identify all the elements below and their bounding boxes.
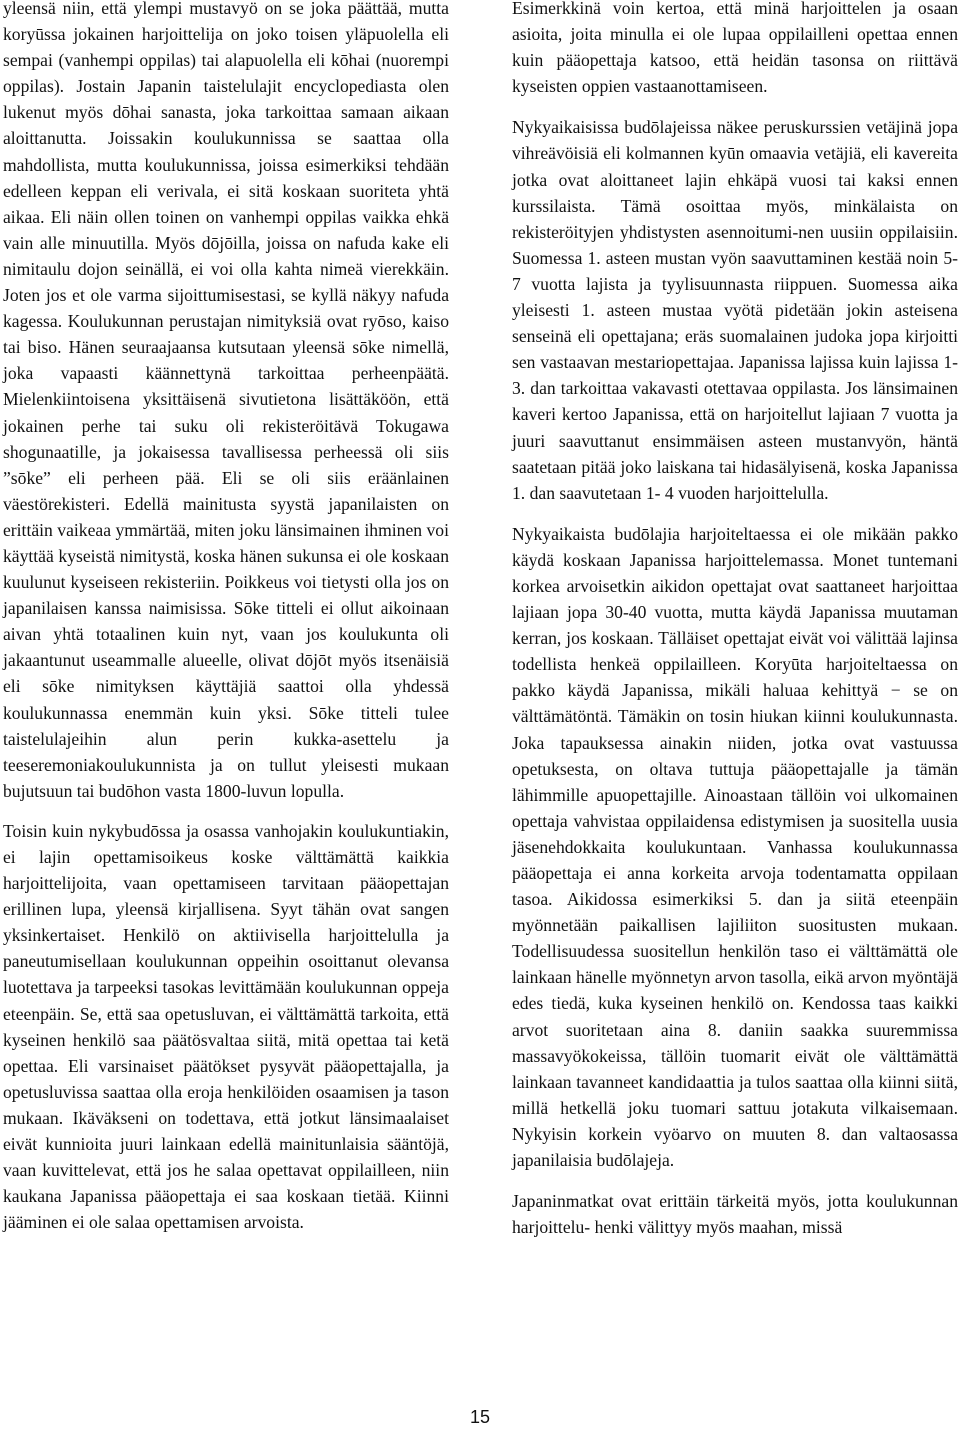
page-number: 15 (469, 1407, 491, 1427)
left-column (3, 0, 449, 1235)
body-paragraph: yleensä niin, että ylempi mustavyö on se joka päättää, mutta koryūssa jokainen harjoittelija on joko toisen yläpuolella eli sempai (vanhempi oppilas) tai alapuolella eli kōhai (nuorempi oppilas). Jostain Japanin taistelulajit encyclopediasta olen lukenut myös dōhai sanasta, joka tarkoittaa samaan aikaan aloittanutta. Joissakin koulukunnissa se saattaa olla mahdollista, mutta koulukunnissa, joissa esimerkiksi tehdään edelleen keppan eli verivala, ei sitä koskaan suoriteta yhtä aikaa. Eli näin ollen toinen on vanhempi oppilas vaikka ehkä vain alle minuutilla. Myös dōjōilla, joissa on nafuda kake eli nimitaulu dojon seinällä, ei voi olla kahta nimeä vierekkäin. Joten jos et ole varma sijoittumisestasi, se kyllä näkyy nafuda kagessa. Koulukunnan perustajan nimityksiä ovat ryōso, kaiso tai biso. Hänen seuraajaansa kutsutaan yleensä sōke nimellä, joka vapaasti käännettynä tarkoittaa perheenpäätä. Mielenkiintoisena yksittäisenä sivutietona lisättäköön, että jokainen perhe tai suku oli rekisteröitävä Tokugawa shogunaatille, ja jokaisessa tavallisessa perheessä oli siis ”sōke” eli perheen pää. Eli se oli siis eräänlainen väestörekisteri. Edellä mainitusta syystä japanilaisten on erittäin vaikeaa ymmärtää, miten joku länsimainen ihminen voi käyttää kyseistä nimitystä, koska hänen sukunsa ei ole koskaan kuulunut kyseiseen rekisteriin. Poikkeus voi tietysti olla jos on japanilaisen kanssa naimisissa. Sōke titteli ei ollut aikoinaan aivan yhtä totaalinen kuin nyt, vaan jos koulukunta oli jakaantunut useammalle alueelle, olivat dōjōt myös itsenäisiä eli sōke nimityksen käyttäjiä saattoi olla yhdessä koulukunnassa enemmän kuin yksi. Sōke titteli tulee taistelulajeihin alun perin kukka-asettelu ja teeseremoniakoulukunnista ja on tullut yleisesti mukaan bujutsuun tai budōhon vasta 1800-luvun lopulla. (3, 0, 449, 801)
body-paragraph: Nykyaikaista budōlajia harjoiteltaessa ei ole mikään pakko käydä koskaan Japanissa harjoittelemassa. Monet tuntemani korkea arvoisetkin aikidon opettajat ovat saattaneet harjoittaa lajiaan jopa 30-40 vuotta, mutta käydä Japanissa muutaman kerran, jos koskaan. Tälläiset opettajat eivät voi välittää lajinsa todellista henkeä oppilailleen. Koryūta harjoiteltaessa on pakko käydä Japanissa, mikäli haluaa kehittyä − se on välttämätöntä. Tämäkin on tosin hiukan kiinni koulukunnasta. Joka tapauksessa ainakin niiden, jotka ovat vastuussa opetuksesta, on oltava tuttuja pääopettajalle ja tämän lähimmille apuopettajille. Ainoastaan tällöin voi ulkomainen opettaja vahvistaa oppilaidensa edistymisen ja suositella uusia jäsenehdokkaita koulukuntaan. Vanhassa koulukunnassa pääopettaja ei anna korkeita arvoja todentamatta oppilaan tasoa. Aikidossa esimerkiksi 5. dan ja siitä eteenpäin myönnetään paikallisen lajiliiton suositusten mukaan. Todellisuudessa suositellun henkilön taso ei välttämättä ole lainkaan hänelle myönnetyn arvon tasolla, eikä arvon myöntäjä edes tiedä, kuka kyseinen henkilö on. Kendossa taas kaikki arvot suoritetaan aina 8. daniin saakka suuremmissa massavyökokeissa, tällöin tuomarit eivät ole välttämättä lainkaan tavanneet kandidaattia ja tulos saattaa olla kiinni siitä, millä hetkellä joku tuomari sattuu jotakuta vilkaisemaan. Nykyisin korkein vyöarvo on muuten 8. dan valtaosassa japanilaisia budōlajeja. (512, 523, 958, 1171)
right-column (512, 0, 958, 1240)
body-paragraph: Japaninmatkat ovat erittäin tärkeitä myös, jotta koulukunnan harjoittelu- henki välittyy myös maahan, missä (512, 1191, 958, 1238)
body-paragraph: Esimerkkinä voin kertoa, että minä harjoittelen ja osaan asioita, joita minulla ei ole lupaa oppilailleni opettaa ennen kuin pääopettaja katsoo, että heidän tasonsa on riittävä kyseisten oppien vastaanottamiseen. (512, 0, 958, 97)
body-paragraph: Toisin kuin nykybudōssa ja osassa vanhojakin koulukuntiakin, ei lajin opettamisoikeus koske välttämättä kaikkia harjoittelijoita, vaan opettamiseen tarvitaan pääopettajan erillinen lupa, yleensä kirjallisena. Syyt tähän ovat sangen yksinkertaiset. Henkilö on aktiivisella harjoittelulla ja paneutumisellaan koulukunnan oppeihin osoittanut olevansa luotettava ja tarpeeksi tasokas levittämään koulukunnan oppeja eteenpäin. Se, että saa opetusluvan, ei välttämättä tarkoita, että kyseinen henkilö saa päätösvaltaa siitä, mitä opettaa tai ketä opettaa. Eli varsinaiset päätökset pysyvät pääopettajalla, ja opetusluvissa saattaa olla eroja henkilöiden osaamisen ja tason mukaan. Ikäväkseni on todettava, että jotkut länsimaalaiset eivät kunnioita juuri lainkaan edellä mainitunlaisia sääntöjä, vaan kuvittelevat, että jos he salaa opettavat oppilailleen, niin kaukana Japanissa pääopettaja ei saa koskaan tietää. Kiinni jääminen ei ole salaa opettamisen arvoista. (3, 820, 449, 1233)
body-paragraph: Nykyaikaisissa budōlajeissa näkee peruskurssien vetäjinä jopa vihreävöisiä eli kolmannen kyūn omaavia vetäjiä, eli kavereita jotka ovat aloittaneet lajin ehkäpä vuosi tai kaksi ennen kurssilaista. Tämä osoittaa myös, minkälaista on rekisteröityjen yhdistysten asennoitumi-nen uusiin oppilaisiin. Suomessa 1. asteen mustan vyön saavuttaminen kestää noin 5-7 vuotta lajista ja tyylisuunnasta riippuen. Suomessa aika yleisesti 1. asteen mustaa vyötä pidetään jokin asteisena senseinä eli opettajana; eräs suomalainen judoka jopa kirjoitti sen vastaavan mestariopettajaa. Japanissa lajissa kuin lajissa 1-3. dan tarkoittaa vakavasti otettavaa oppilasta. Jos länsimainen kaveri kertoo Japanissa, että on harjoitellut lajiaan 7 vuotta ja juuri saavuttanut ensimmäisen asteen mustanvyön, häntä saatetaan pitää joko laiskana tai hidasälyisenä, koska Japanissa 1. dan saavutetaan 1- 4 vuoden harjoittelulla. (512, 117, 958, 503)
